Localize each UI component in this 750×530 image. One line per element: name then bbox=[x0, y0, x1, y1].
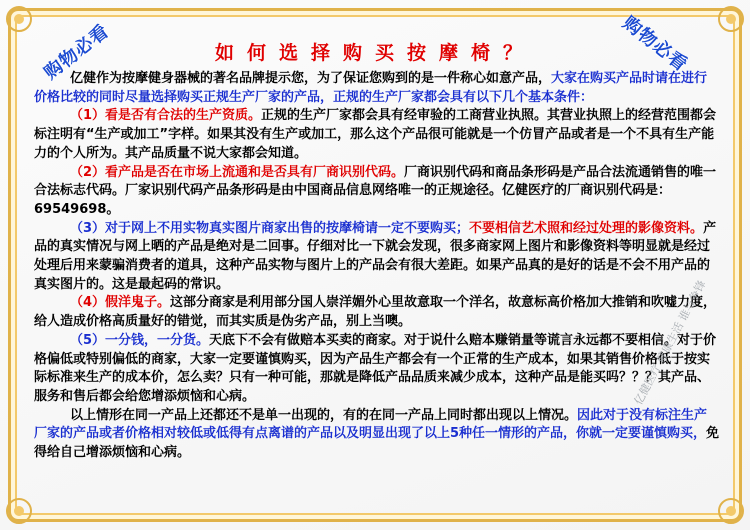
item-2 bbox=[34, 164, 720, 220]
item-4-body: 这部分商家是利用部分国人崇洋媚外心里故意取一个洋名，故意标高价格加大推销和吹嘘力度，给人造成价格高质量好的错觉，而其实质是伪劣产品，别上当噢。 bbox=[34, 295, 717, 330]
item-3-heading-2: 不要相信艺术照和经过处理的影像资料。 bbox=[469, 220, 704, 236]
stamp-right: 购物必看 bbox=[618, 12, 692, 76]
closing-paragraph bbox=[34, 407, 720, 463]
item-3 bbox=[34, 220, 720, 295]
item-1-body: 正规的生产厂家都会具有经审验的工商营业执照。其营业执照上的经营范围都会标注明有“生产或加工”字样。如果其没有生产或加工，那么这个产品很可能就是一个仿冒产品或者是一个不具有生产能力的个人所为。其产品质量不说大家都会知道。 bbox=[34, 108, 717, 161]
item-4-heading: （4）假洋鬼子。 bbox=[70, 295, 171, 311]
corner-ornament-icon bbox=[714, 494, 748, 528]
closing-end: 免得给自己增添烦恼和心病。 bbox=[34, 426, 720, 461]
item-3-body: 产品的真实情况与网上晒的产品是绝对是二回事。仔细对比一下就会发现，很多商家网上图片和影像资料等明显就是经过处理后用来蒙骗消费者的道具，这种产品实物与图片上的产品会有很大差距。如果产品真的是好的话是不会不用产品的真实图片的。这是最起码的常识。 bbox=[34, 220, 717, 292]
watermark: 亿健医疗 健康生活 谁与争锋 bbox=[631, 278, 709, 408]
intro-highlight: 大家在购买产品时请在进行价格比较的同时尽量选择购买正规生产厂家的产品，正规的生产厂家都会具有以下几个基本条件： bbox=[34, 71, 708, 105]
intro-paragraph bbox=[34, 70, 720, 107]
closing-text: 以上情形在同一产品上还都还不是单一出现的，有的在同一产品上同时都出现以上情况。 bbox=[70, 407, 578, 423]
page-title: 如何选择购买按摩椅？ bbox=[214, 42, 535, 64]
corner-ornament-icon bbox=[2, 494, 36, 528]
item-3-heading: （3）对于网上不用实物真实图片商家出售的按摩椅请一定不要购买； bbox=[70, 220, 470, 236]
intro-text: 亿健作为按摩健身器械的著名品牌提示您，为了保证您购到的是一件称心如意产品， bbox=[70, 71, 552, 86]
item-1 bbox=[34, 107, 720, 163]
item-2-body: 厂商识别代码和商品条形码是产品合法流通销售的唯一合法标志代码。厂家识别代码产品条形码是由中国商品信息网络唯一的正规途径。亿健医疗的厂商识别代码是：69549698。 bbox=[34, 164, 717, 217]
item-2-heading: （2）看产品是否在市场上流通和是否具有厂商识别代码。 bbox=[70, 164, 405, 180]
item-5-body: 天底下不会有做赔本买卖的商家。对于说什么赔本赚销量等谎言永远都不要相信。对于价格偏低或特别偏低的商家，大家一定要谨慎购买，因为产品生产都会有一个正常的生产成本，如果其销售价格低于按实际标准来生产的成本价，怎么卖？只有一种可能，那就是降低产品品质来减少成本，这种产品是能买吗？？？其产品、服务和售后都会给您增添烦恼和心病。 bbox=[34, 332, 717, 404]
item-4 bbox=[34, 294, 720, 331]
stamp-left: 购物必看 bbox=[40, 20, 114, 84]
corner-ornament-icon bbox=[2, 2, 36, 36]
closing-highlight: 因此对于没有标注生产厂家的产品或者价格相对较低或低得有点离谱的产品以及明显出现了以上5种任一情形的产品，你就一定要谨慎购买， bbox=[34, 407, 708, 442]
item-1-heading: （1）看是否有合法的生产资质。 bbox=[70, 108, 262, 124]
article-body bbox=[34, 70, 720, 463]
item-5 bbox=[34, 332, 720, 407]
corner-ornament-icon bbox=[714, 2, 748, 36]
item-5-heading: （5）一分钱，一分货。 bbox=[70, 332, 210, 348]
